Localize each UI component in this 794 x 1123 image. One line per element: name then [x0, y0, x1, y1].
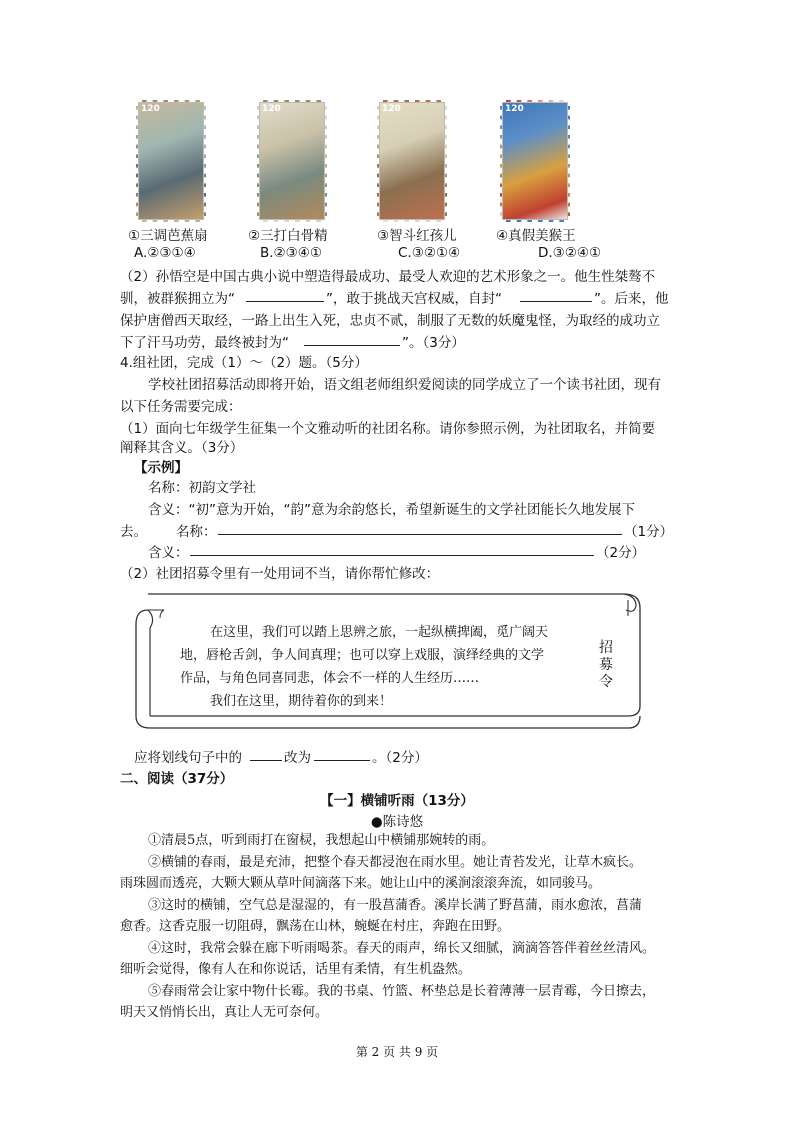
paragraph-2-line-2: 雨珠圆而透亮，大颗大颗从草叶间滴落下来。她让山中的溪涧滚滚奔流，如同骏马。: [120, 876, 602, 891]
stamp-caption-4: ④真假美猴王: [496, 228, 576, 244]
stamp-value: 120: [262, 104, 281, 114]
page-footer: 第 2 页 共 9 页: [355, 1045, 439, 1059]
q4-task-1b: 阐释其含义。（3分）: [120, 440, 244, 456]
paragraph-3-line-2: 愈香。这香克服一切阻碍，飘荡在山林，蜿蜒在村庄，奔跑在田野。: [120, 919, 511, 934]
name-score: （1分）: [624, 524, 674, 540]
option-c: C.③②①④: [398, 245, 461, 261]
article-body: [120, 830, 655, 1024]
paragraph-5-line-1: ⑤春雨常会让家中物什长霉。我的书桌、竹篮、杯垫总是长着薄薄一层青霉，今日擦去，: [148, 983, 656, 999]
stamp-image-3: [377, 100, 447, 222]
stamp-value: 120: [505, 104, 524, 114]
stamp-value: 120: [382, 104, 401, 114]
meaning-label: 含义：: [148, 545, 189, 561]
scroll-line-2: 地，唇枪舌剑，争人间真理；也可以穿上戏服，演绎经典的文学: [180, 648, 545, 663]
fix-blank-2[interactable]: [314, 760, 370, 761]
stamp-caption-3: ③智斗红孩儿: [377, 228, 457, 244]
q2-line-2b: ”，敢于挑战天宫权威，自封“: [326, 291, 502, 307]
scroll-content: [180, 621, 548, 713]
fix-text-b: 改为: [284, 750, 311, 766]
example-label: 【示例】: [134, 460, 188, 476]
q2-blank-3[interactable]: [304, 345, 400, 346]
stamp-caption-1: ①三调芭蕉扇: [128, 228, 208, 244]
name-answer-line[interactable]: [218, 534, 622, 535]
paragraph-4-line-2: 细听会觉得，像有人在和你说话，话里有柔情，有生机盎然。: [120, 962, 472, 977]
paragraph-5-line-2: 明天又悄悄长出，真让人无可奈何。: [120, 1005, 329, 1020]
name-label: 名称：: [176, 524, 217, 540]
stamp-image-1: [136, 100, 206, 222]
option-a: A.②③①④: [134, 245, 196, 261]
paragraph-3-line-1: ③这时的横铺，空气总是湿湿的，有一股菖蒲香。溪岸长满了野菖蒲，雨水愈浓，菖蒲: [148, 897, 643, 913]
q4-title: 4.组社团，完成（1）～（2）题。（5分）: [120, 355, 368, 371]
q2-line-3: 保护唐僧西天取经，一路上出生入死，忠贞不贰，制服了无数的妖魔鬼怪，为取经的成功立: [120, 313, 660, 329]
q4-task-1a: （1）面向七年级学生征集一个文雅动听的社团名称。请你参照示例，为社团取名，并简要: [120, 421, 656, 437]
fix-text-a: 应将划线句子中的: [134, 750, 242, 766]
stamp-image-4: [500, 100, 570, 222]
paragraph-2-line-1: ②横铺的春雨，最是充沛，把整个春天都浸泡在雨水里。她让青苔发光，让草木疯长。: [148, 854, 643, 870]
stamp-caption-2: ②三打白骨精: [248, 228, 328, 244]
option-b: B.②③④①: [260, 245, 322, 261]
scroll-line-4: 我们在这里，期待着你的到来！: [210, 694, 393, 709]
q2-blank-1[interactable]: [246, 301, 324, 302]
q2-blank-2[interactable]: [520, 301, 592, 302]
scroll-line-1: 在这里，我们可以踏上思辨之旅，一起纵横捭阖，觅广阔天: [210, 625, 549, 640]
q2-line-2a: 驯，被群猴拥立为“: [120, 291, 235, 307]
q4-intro-1: 学校社团招募活动即将开始，语文组老师组织爱阅读的同学成立了一个读书社团，现有: [148, 377, 661, 393]
meaning-answer-line[interactable]: [190, 555, 594, 556]
q2-line-2c: ”。后来，他: [594, 291, 669, 307]
fix-blank-1[interactable]: [250, 760, 282, 761]
article-title: 【一】横铺听雨（13分）: [320, 793, 474, 809]
example-meaning-1: 含义：“初”意为开始，“韵”意为余韵悠长，希望新诞生的文学社团能长久地发展下: [148, 502, 635, 518]
stamp-image-2: [257, 100, 327, 222]
meaning-score: （2分）: [596, 545, 646, 561]
scroll-title: 招募令: [599, 640, 613, 690]
q4-task-2: （2）社团招募令里有一处用词不当，请你帮忙修改：: [120, 566, 440, 582]
paragraph-1: ①清晨5点，听到雨打在窗棂，我想起山中横铺那婉转的雨。: [148, 833, 495, 848]
fix-text-c: 。（2分）: [372, 750, 428, 766]
section-2-title: 二、阅读（37分）: [120, 771, 234, 787]
q2-line-4a: 下了汗马功劳，最终被封为“: [120, 335, 289, 351]
example-name: 名称：初韵文学社: [148, 480, 256, 496]
q2-line-4b: ”。（3分）: [402, 335, 465, 351]
article-author: ●陈诗悠: [370, 814, 424, 830]
stamp-value: 120: [141, 104, 160, 114]
scroll-line-3: 作品，与角色同喜同悲，体会不一样的人生经历……: [180, 671, 480, 686]
q4-intro-2: 以下任务需要完成：: [120, 399, 242, 415]
example-meaning-2: 去。: [120, 524, 147, 540]
q2-line-1: （2）孙悟空是中国古典小说中塑造得最成功、最受人欢迎的艺术形象之一。他生性桀骜不: [120, 269, 656, 285]
option-d: D.③②④①: [538, 245, 602, 261]
paragraph-4-line-1: ④这时，我常会躲在廊下听雨喝茶。春天的雨声，绵长又细腻，滴滴答答伴着丝丝清风。: [148, 940, 656, 956]
